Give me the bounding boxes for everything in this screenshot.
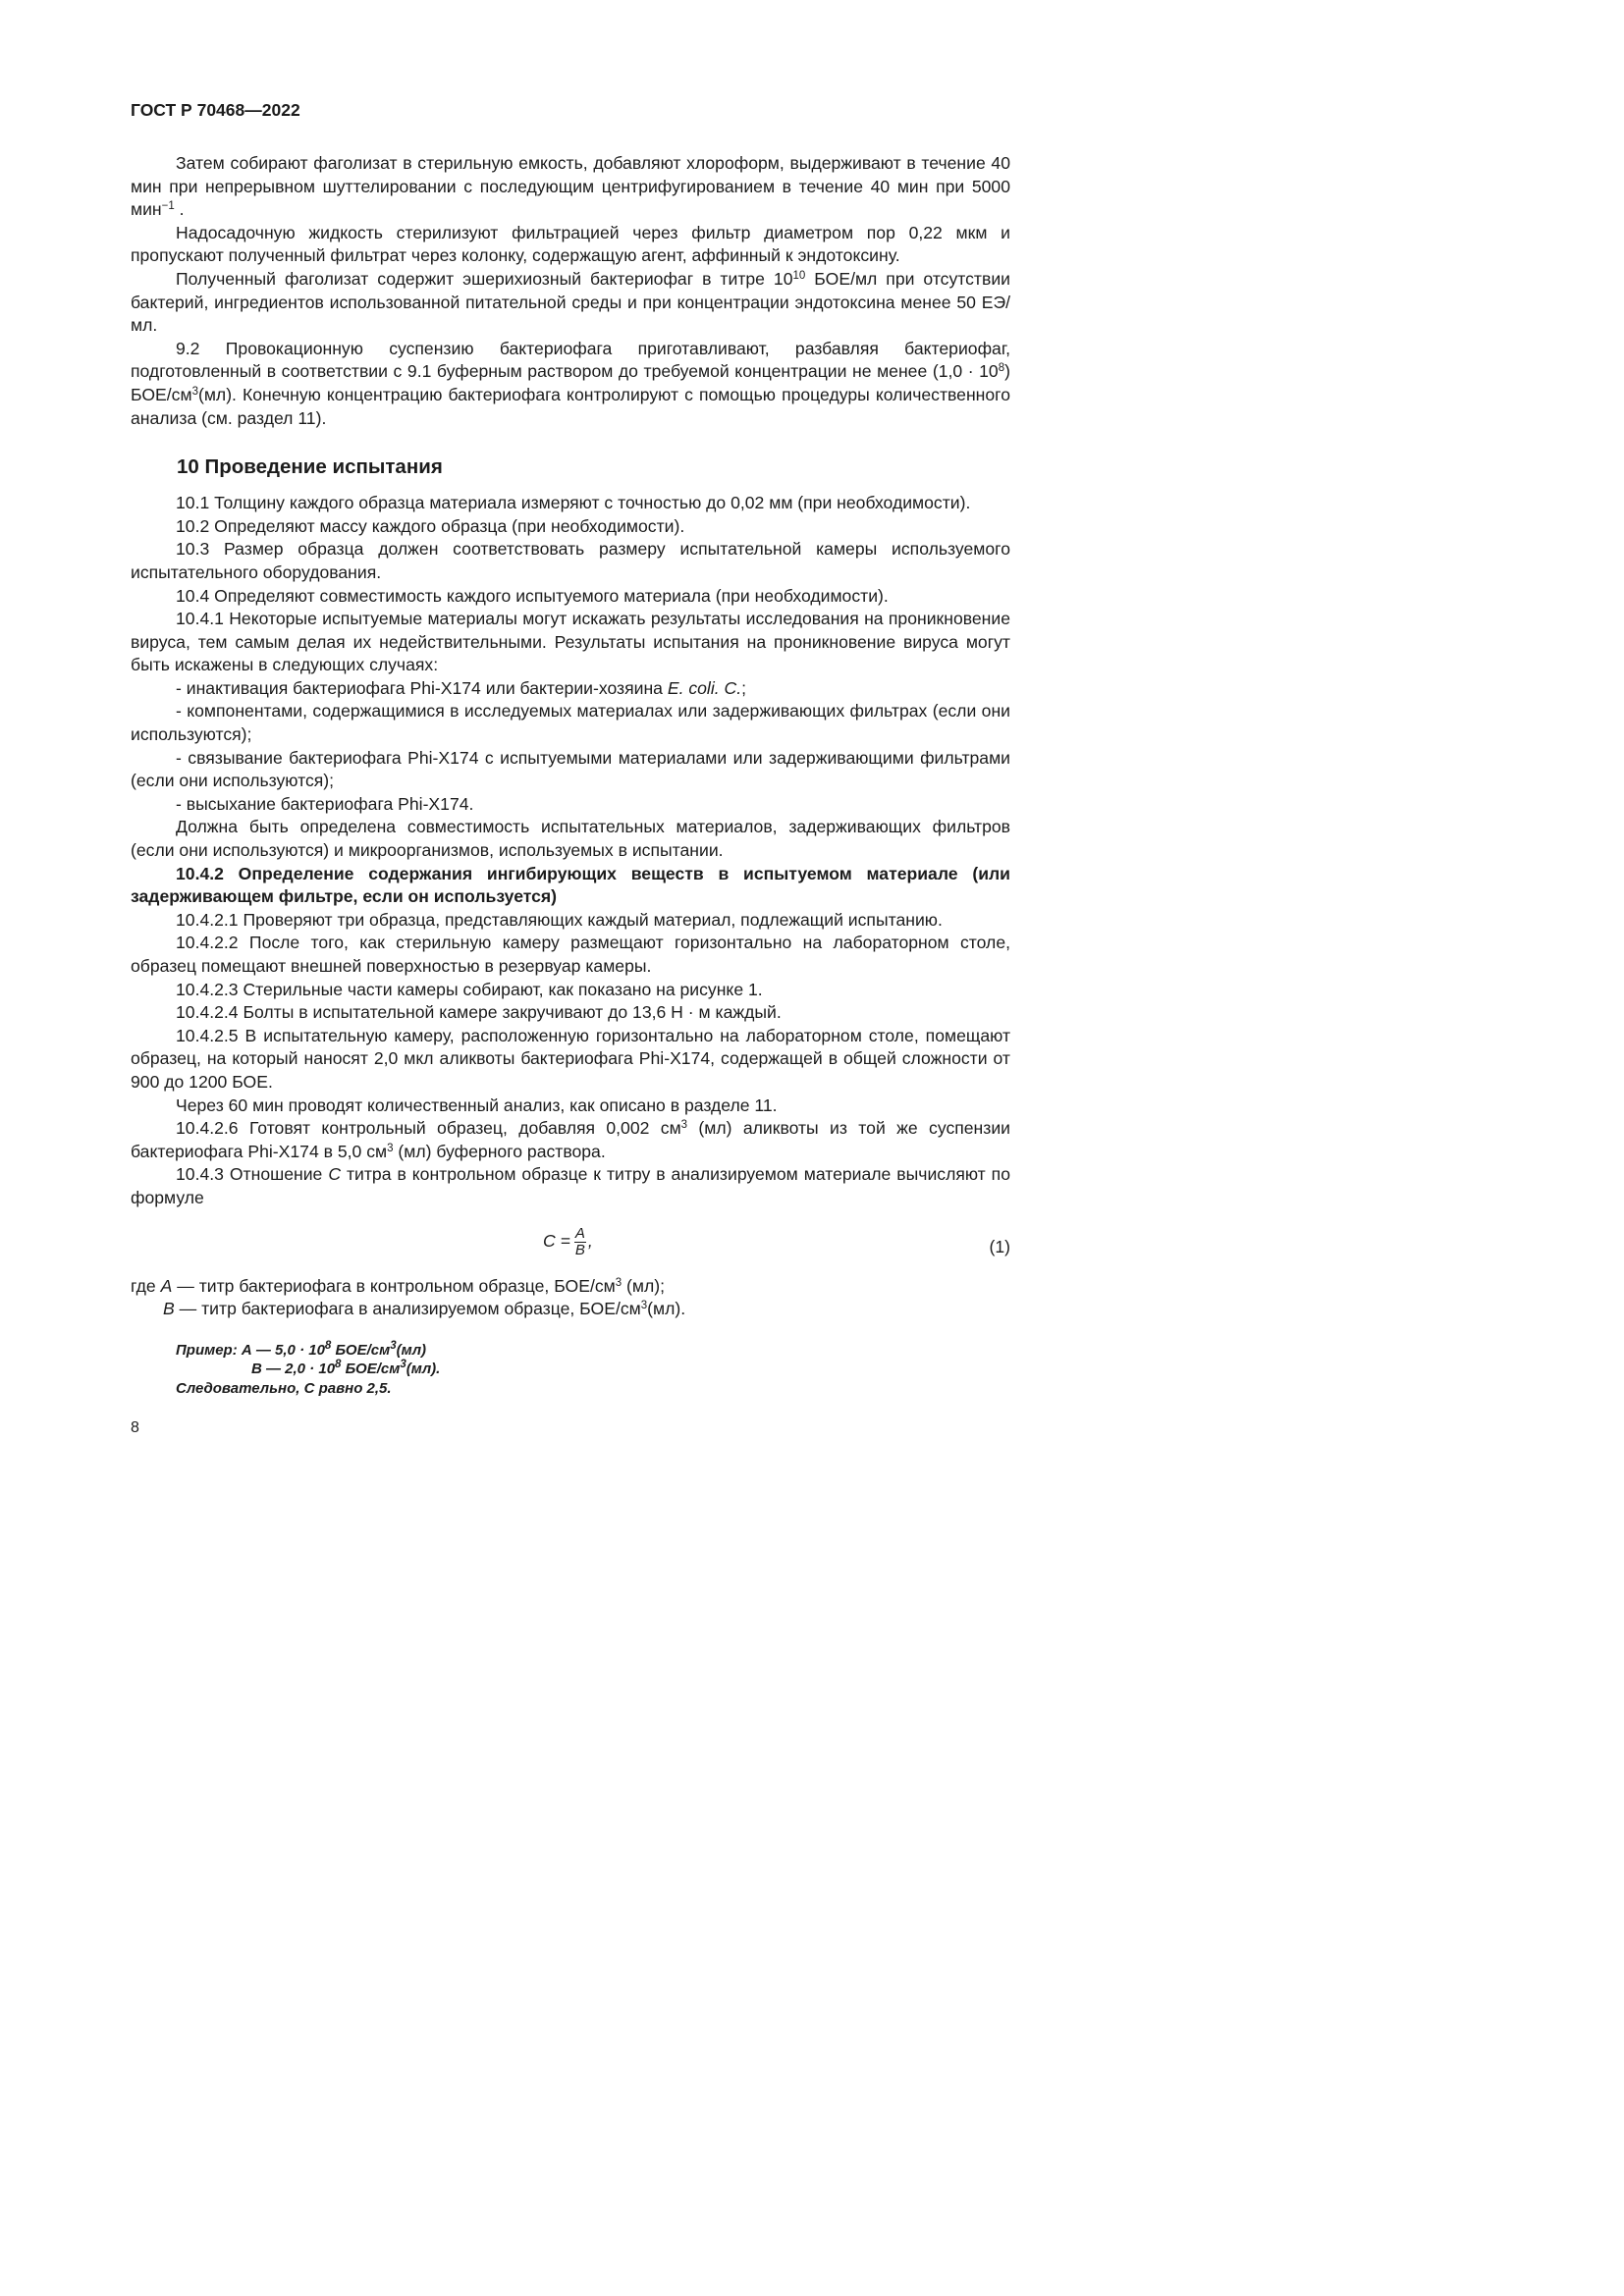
clause-10-4-3: 10.4.3 Отношение С титра в контрольном образце к титру в анализируемом материале вычисляют по формуле	[131, 1164, 1010, 1207]
clause-10-4-2-6: 10.4.2.6 Готовят контрольный образец, добавляя 0,002 $см^3$ (мл) аликвоты из той же суспензии бактериофага Phi-X174 в 5,0 $см^3$ (мл) буферного раствора.	[131, 1118, 1010, 1161]
clause-10-4-2-3: 10.4.2.3 Стерильные части камеры собирают, как показано на рисунке 1.	[176, 979, 763, 999]
formula-number: (1)	[989, 1236, 1010, 1256]
paragraph-sterilization: Надосадочную жидкость стерилизуют фильтрацией через фильтр диаметром пор 0,22 мкм и пропускают полученный фильтрат через колонку, содержащую агент, аффинный к эндотоксину.	[131, 222, 1010, 266]
clause-10-4-2-5: 10.4.2.5 В испытательную камеру, расположенную горизонтально на лабораторном столе, помещают образец, на который наносят 2,0 мкл аликвоты бактериофага Phi-X174, содержащей в общей сложности от 900 до 1200 БОЕ.	[131, 1025, 1010, 1092]
clause-10-2: 10.2 Определяют массу каждого образца (при необходимости).	[176, 515, 685, 536]
clause-10-4: 10.4 Определяют совместимость каждого испытуемого материала (при необходимости).	[176, 585, 889, 606]
legend-b: В — титр бактериофага в анализируемом образце, БОЕ/$см^3(мл)$.	[163, 1299, 686, 1319]
clause-10-4-2-4: 10.4.2.4 Болты в испытательной камере закручивают до 13,6 Н · м каждый.	[176, 1002, 782, 1023]
paragraph-9-2: 9.2 Провокационную суспензию бактериофага приготавливают, разбавляя бактериофаг, подготовленный в соответствии с 9.1 буферным раствором до требуемой концентрации не менее $(1,0 \cdot 10^8)$ БОЕ/$см^3(мл)$. Конечную концентрацию бактериофага контролируют с помощью процедуры количественного анализа (см. раздел 11).	[131, 338, 1010, 428]
list-item: - связывание бактериофага Phi-X174 с испытуемыми материалами или задерживающими фильтрами (если они используются);	[131, 747, 1010, 791]
paragraph-compatibility: Должна быть определена совместимость испытательных материалов, задерживающих фильтров (если они используются) и микроорганизмов, используемых в испытании.	[131, 817, 1010, 861]
page-number: 8	[131, 1419, 139, 1436]
formula-numerator: A	[574, 1224, 585, 1242]
formula-1	[131, 1210, 1010, 1275]
clause-10-4-2-2: 10.4.2.2 После того, как стерильную камеру размещают горизонтально на лабораторном столе, образец помещают внешней поверхностью в резервуар камеры.	[131, 933, 1010, 976]
section-heading-10: 10 Проведение испытания	[177, 455, 443, 479]
legend-a: где А — титр бактериофага в контрольном образце, БОЕ/$см^3$ (мл);	[131, 1275, 666, 1296]
formula-expression	[543, 1226, 593, 1258]
formula-fraction	[574, 1226, 586, 1258]
page-body	[131, 152, 1010, 1398]
example-conclusion: Следовательно, С равно 2,5.	[176, 1379, 392, 1397]
formula-denominator: B	[574, 1241, 585, 1258]
example-block	[176, 1341, 1010, 1399]
paragraph-phage-titer: Полученный фаголизат содержит эшерихиозный бактериофаг в титре $10^{10}$ БОЕ/мл при отсутствии бактерий, ингредиентов использованной питательной среды и при концентрации эндотоксина менее 50 ЕЭ/мл.	[131, 268, 1010, 336]
list-item: - высыхание бактериофага Phi-X174.	[176, 793, 474, 814]
list-item: - компонентами, содержащимися в исследуемых материалах или задерживающих фильтрах (если они используются);	[131, 701, 1010, 745]
example-line-b: В — $2,0 \cdot 10^8$ БОЕ/$см^3(мл)$.	[251, 1359, 441, 1378]
formula-lhs: С =	[543, 1231, 570, 1252]
example-line-a: Пример: А — $5,0 \cdot 10^8$ БОЕ/$см^3(мл)$	[176, 1339, 427, 1359]
paragraph-phagolysate: Затем собирают фаголизат в стерильную емкость, добавляют хлороформ, выдерживают в течение 40 мин при непрерывном шуттелировании с последующим центрифугированием в течение 40 мин при 5000 мин$^{-1}$ .	[131, 153, 1010, 220]
clause-10-4-1: 10.4.1 Некоторые испытуемые материалы могут искажать результаты исследования на проникновение вируса, тем самым делая их недействительными. Результаты испытания на проникновение вируса могут быть искажены в следующих случаях:	[131, 609, 1010, 675]
clause-10-4-2-1: 10.4.2.1 Проверяют три образца, представляющих каждый материал, подлежащий испытанию.	[176, 909, 943, 930]
clause-10-3: 10.3 Размер образца должен соответствовать размеру испытательной камеры используемого испытательного оборудования.	[131, 539, 1010, 582]
formula-tail: ,	[587, 1231, 593, 1252]
document-header: ГОСТ Р 70468—2022	[131, 100, 300, 120]
list-item: - инактивация бактериофага Phi-X174 или бактерии-хозяина E. coli. C.;	[176, 677, 747, 698]
clause-10-4-2-heading: 10.4.2 Определение содержания ингибирующих веществ в испытуемом материале (или задерживающем фильтре, если он используется)	[131, 863, 1010, 907]
clause-10-1: 10.1 Толщину каждого образца материала измеряют с точностью до 0,02 мм (при необходимости).	[176, 493, 971, 513]
paragraph-after-60-min: Через 60 мин проводят количественный анализ, как описано в разделе 11.	[176, 1095, 778, 1115]
